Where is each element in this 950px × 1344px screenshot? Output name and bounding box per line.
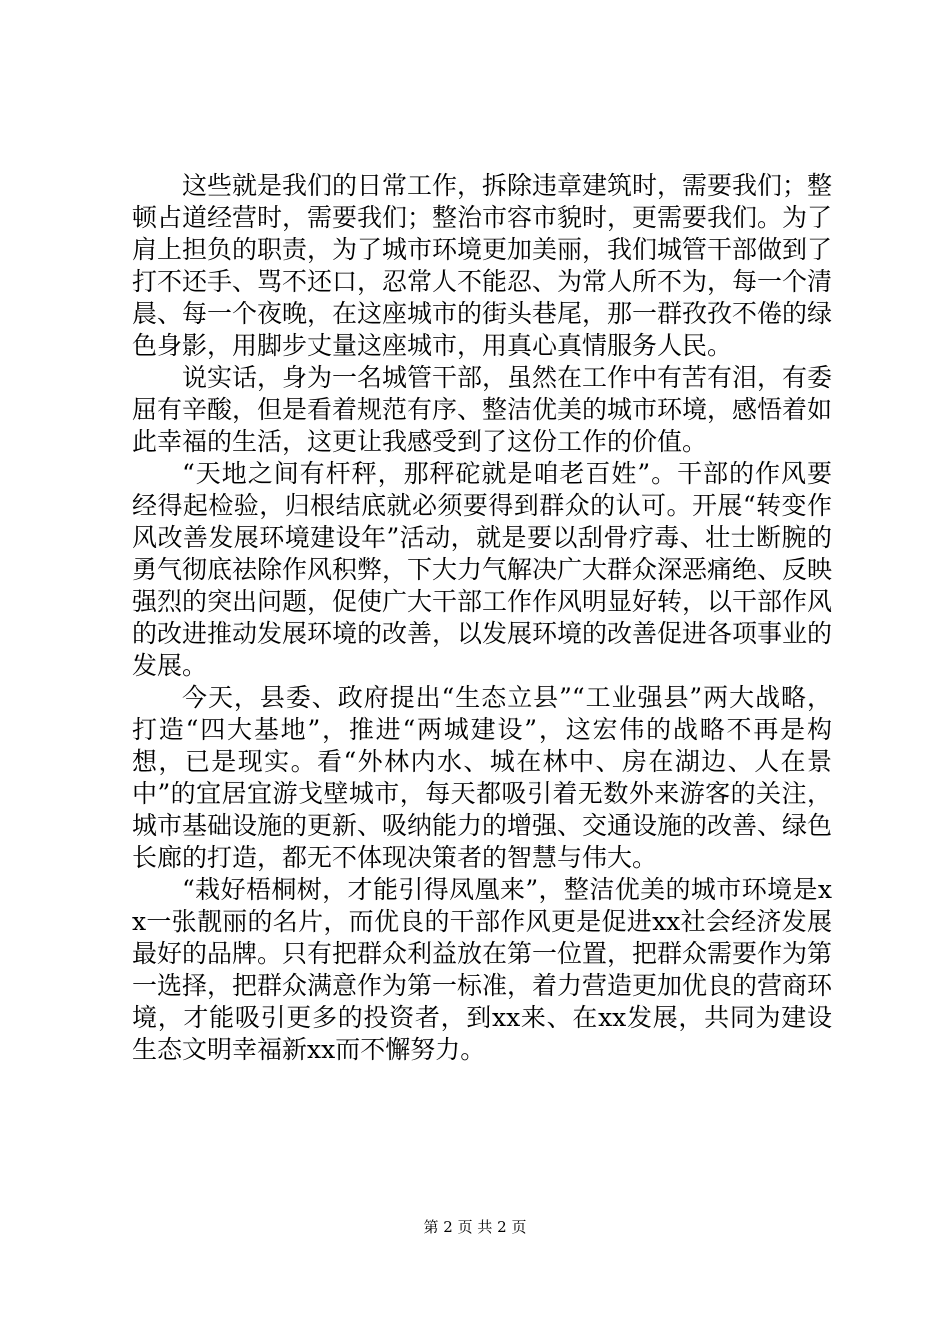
paragraph-3: “天地之间有杆秤，那秤砣就是咱老百姓”。干部的作风要经得起检验，归根结底就必须要得到群众的认可。开展“转变作风改善发展环境建设年”活动，就是要以刮骨疗毒、壮士断腕的勇气彻底祛除作风积弊，下大力气解决广大群众深恶痛绝、反映强烈的突出问题，促使广大干部工作作风明显好转，以干部作风的改进推动发展环境的改善，以发展环境的改善促进各项事业的发展。 xyxy=(132,459,833,680)
paragraph-4: 今天，县委、政府提出“生态立县”“工业强县”两大战略，打造“四大基地”，推进“两城建设”，这宏伟的战略不再是构想，已是现实。看“外林内水、城在林中、房在湖边、人在景中”的宜居宜游戈壁城市，每天都吸引着无数外来游客的关注，城市基础设施的更新、吸纳能力的增强、交通设施的改善、绿色长廊的打造，都无不体现决策者的智慧与伟大。 xyxy=(132,683,833,872)
page-number-footer: 第 2 页 共 2 页 xyxy=(423,1218,527,1236)
paragraph-5: “栽好梧桐树，才能引得凤凰来”，整洁优美的城市环境是xx一张靓丽的名片，而优良的干部作风更是促进xx社会经济发展最好的品牌。只有把群众利益放在第一位置，把群众需要作为第一选择，把群众满意作为第一标准，着力营造更加优良的营商环境，才能吸引更多的投资者，到xx来、在xx发展，共同为建设生态文明幸福新xx而不懈努力。 xyxy=(132,875,833,1064)
paragraph-2: 说实话，身为一名城管干部，虽然在工作中有苦有泪，有委屈有辛酸，但是看着规范有序、整洁优美的城市环境，感悟着如此幸福的生活，这更让我感受到了这份工作的价值。 xyxy=(132,363,833,456)
document-body xyxy=(132,170,832,1066)
paragraph-1: 这些就是我们的日常工作，拆除违章建筑时，需要我们；整顿占道经营时，需要我们；整治市容市貌时，更需要我们。为了肩上担负的职责，为了城市环境更加美丽，我们城管干部做到了打不还手、骂不还口，忍常人不能忍、为常人所不为，每一个清晨、每一个夜晚，在这座城市的街头巷尾，那一群孜孜不倦的绿色身影，用脚步丈量这座城市，用真心真情服务人民。 xyxy=(132,171,833,360)
